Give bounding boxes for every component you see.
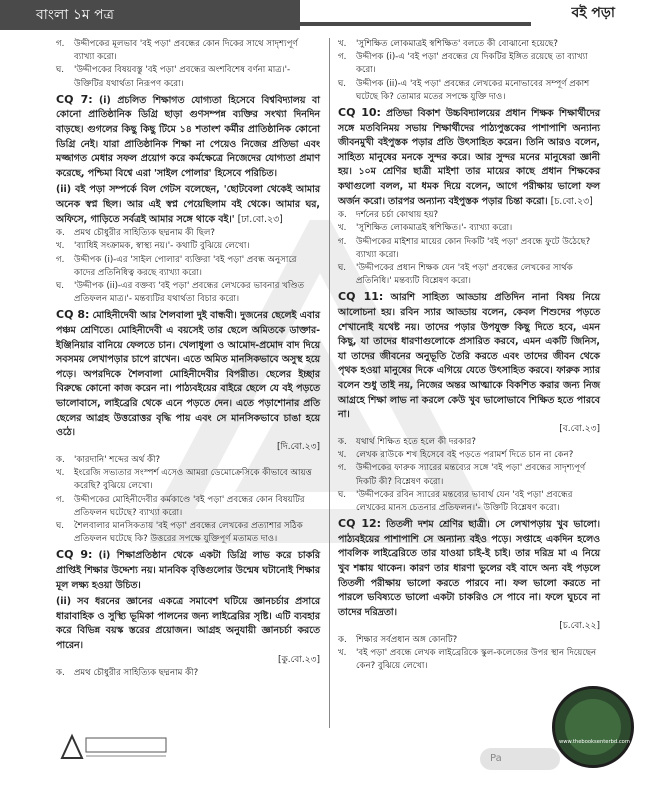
option-text: ইংরেজি সভ্যতার সংস্পর্শ এসেও আমরা ডেমোক্রেসিকে কীভাবে আয়ত্ত করেছি? বুঝিয়ে লেখো। [74,468,312,492]
option-label: ক. [56,454,65,465]
option-text: 'উদ্দীপক (ii)-এর বক্তব্য 'বই পড়া' প্রবন্ধের লেখকের ভাবনার খণ্ডিত প্রতিফলন মাত্র।'- মন্তব্যটির যথার্থতা বিচার করো। [74,280,305,305]
list-item [56,667,320,680]
board-source: [ব.বো.২৩] [559,423,600,434]
option-label: খ. [338,39,347,49]
list-item [56,254,320,280]
board-source: [চ.বো.২৩] [550,195,593,207]
board-source: [দি.বো.২৩] [276,441,320,452]
cq-number: CQ 12: [338,517,382,531]
cq10-stimulus [338,106,600,209]
subject-title: বাংলা ১ম পত্র [0,0,300,30]
cq-number: CQ 10: [338,106,381,120]
option-text: লেখক রাউকে শখ হিসেবে বই পড়তে পরামর্শ দিতে চান না কেন? [356,450,574,461]
cq9-stimulus-2 [56,595,320,653]
option-text: উদ্দীপকের মোহিনীদেবীর কর্মকাণ্ডে 'বই পড়া' প্রবন্ধের কোন বিষয়টির প্রতিফলন ঘটেছে? ব্যাখ্যা করো। [74,494,305,518]
list-item [338,51,600,77]
list-item [338,462,600,488]
board-source: [কু.বো.২৩] [277,654,320,665]
cq7-stimulus-2 [56,183,320,227]
option-text: 'কারদানি' শব্দের অর্থ কী? [74,454,161,465]
option-label: গ. [56,39,65,49]
option-label: খ. [56,468,65,479]
page-number-pill: Pa [480,748,560,770]
cq9-stimulus [56,548,320,593]
list-item [338,489,600,515]
list-item [56,38,320,64]
cq-text: (i) প্রচলিত শিক্ষাগত যোগ্যতা হিসেবে বিশ্ববিদ্যালয় বা কোনো প্রাতিষ্ঠানিক ডিগ্রি ছাড়া গুণসম্পন্ন ব্যক্তির সংখ্যা দিনদিন বাড়ছে। গুগলের কিছু কিছু টিমে ১৪ শতাংশ কর্মীর প্রাতিষ্ঠানিক কোনো ডিগ্রি নেই। যারা প্রাতিষ্ঠানিক শিক্ষা না পেয়েও নিজের প্রতিভা এবং মজ্জাগত মেধার সফল প্রয়োগ করে কর্মক্ষেত্রে নিজেদের যোগ্যতা প্রমাণ করেছে, পশ্চিমা বিশ্বে এরা 'সাইল পোলার' হিসেবে পরিচিত। [56,94,320,179]
cq-text: (ii) সব ধরনের জ্ঞানের একত্রে সমাবেশ ঘটিয়ে জ্ঞানচর্চার প্রসারে ধারাবাহিক ও সুস্থ্যি ভূমিকা পালনের জন্য লাইব্রেরির সৃষ্টি। এটি ব্যবহার করে বিভিন্ন বয়স্ক স্তরের প্রয়োজন। আগ্রহ অনুযায়ী জ্ঞানচর্চা করতে পারেন। [56,596,320,651]
list-item [56,280,320,306]
option-label: খ. [338,647,347,658]
option-text: প্রমথ চৌধুরীর সাহিত্যিক ছদ্মনাম কী? [74,667,199,678]
list-item [56,240,320,253]
option-text: 'সুশিক্ষিত লোকমাত্রই স্বশিক্ষিত' বলতে কী বোঝানো হয়েছে? [356,39,558,49]
list-item [338,236,600,262]
option-label: ক. [338,210,347,221]
right-column [338,38,600,673]
option-label: ক. [338,436,347,447]
list-item [56,520,320,546]
option-text: উদ্দীপকের মূলভাব 'বই পড়া' প্রবন্ধের কোন দিকের সাথে সাদৃশ্যপূর্ণ ব্যাখ্যা করো। [74,39,298,63]
list-item [56,454,320,467]
cq-text: তিতলী দশম শ্রেণির ছাত্রী। সে লেখাপড়ায় খুব ভালো। পাঠ্যবইয়ের পাশাপাশি সে অন্যান্য বইও পড়ে। সপ্তাহে একদিন হলেও পাবলিক লাইব্রেরিতে তার যাওয়া চাই-ই চাই। তার দরিদ্র মা এ নিয়ে খুব শঙ্কায় থাকেন। কারণ তার ধারণা ভুলের বই বাদে অন্য বই পড়লে তিতলী পরীক্ষায় ভালো করতে পারবে না। ফল ভালো করতে না পারলে ভবিষ্যতে ভালো একটা চাকরিও সে পাবে না। ফলে ঘুচবে না তাদের দরিদ্রতা। [338,519,600,618]
option-label: ঘ. [338,489,347,500]
option-label: খ. [338,450,347,461]
option-text: শৈলবালার মানসিকতায় 'বই পড়া' প্রবন্ধের লেখকের প্রত্যাশার সঠিক প্রতিফলন ঘটেছে কি? উত্তরের সপক্ষে যুক্তিপূর্ণ মতামত দাও। [74,520,303,545]
list-item [338,436,600,449]
option-text: 'বই পড়া' প্রবন্ধে লেখক লাইব্রেরিকে স্কুল-কলেজের উপর স্থান দিয়েছেন কেন? বুঝিয়ে লেখো। [356,647,597,671]
column-divider [329,38,330,728]
cq7-stimulus [56,93,320,182]
list-item [338,647,600,673]
list-item [56,64,320,90]
list-item [338,449,600,462]
list-item [56,467,320,493]
option-label: গ. [338,463,347,474]
page-header [0,0,649,30]
option-label: খ. [338,223,347,234]
list-item [338,38,600,51]
publisher-logo-icon [58,730,178,762]
list-item [338,262,600,288]
list-item [56,494,320,520]
option-text: শিক্ষার সর্বপ্রধান অঙ্গ কোনটি? [356,634,458,645]
cq-number: CQ 9: [56,548,93,562]
list-item [338,634,600,647]
option-label: গ. [338,236,347,247]
cq-text: (i) শিক্ষাপ্রতিষ্ঠান থেকে একটা ডিগ্রি লাভ করে চাকরি প্রাপ্তিই শিক্ষার উদ্দেশ্য নয়। মানবিক বৃত্তিগুলোর উন্মেষ ঘটানোই শিক্ষার মূল লক্ষ্য হওয়া উচিত। [56,550,320,591]
cq11-stimulus [338,290,600,422]
option-text: উদ্দীপক (i)-এ 'বই পড়া' প্রবন্ধের যে দিকটির ইঙ্গিত রয়েছে তা ব্যাখ্যা করো। [356,52,588,76]
cq-text: আরশি সাহিত্য আড্ডায় প্রতিদিন নানা বিষয় নিয়ে আলোচনা হয়। রবিন স্যার আড্ডায় বলেন, কেবল শিশুদের পড়তে শেখানোই যথেষ্ট নয়। তাদের পড়ার উপযুক্ত কিছু দিতে হবে, এমন কিছু, যা তাদের ধারণাগুলোকে প্রসারিত করবে, এমন একটি জিনিস, যা তাদের জীবনের অনুভূতি তৈরি করতে এবং তাদের জীবন থেকে পৃথক হওয়া মানুষের দিকে এগিয়ে যেতে উৎসাহিত করবে। ফারুক স্যার বলেন শুধু তাই নয়, নিজের অন্তর আত্মাকে বিকশিত করার জন্য নিজ আগ্রহে শিক্ষা লাভ না করলে কেউ খুব ভালোভাবে শিক্ষিত হতে পারবে না। [338,292,600,421]
option-text: উদ্দীপকের ফারুক স্যারের মন্তব্যের সঙ্গে 'বই পড়া' প্রবন্ধের সাদৃশ্যপূর্ণ দিকটি কী? বিশ্লেষণ করো। [356,463,586,487]
option-text: যথার্থ শিক্ষিত হতে হলে কী দরকার? [356,436,476,447]
option-text: দর্শনের চর্চা কোথায় হয়? [356,210,439,221]
cq-number: CQ 7: [56,92,93,106]
list-item [56,227,320,240]
option-text: উদ্দীপক (ii)-এ 'বই পড়া' প্রবন্ধের লেখকের মনোভাবের সম্পূর্ণ প্রকাশ ঘটেছে কি? তোমার মতের সপক্ষে যুক্তি দাও। [356,78,590,102]
option-label: গ. [56,254,65,265]
option-label: ঘ. [56,280,65,291]
option-text: 'ব্যাধিই সংক্রামক, স্বাস্থ্য নয়।'- কথাটি বুঝিয়ে লেখো। [74,241,250,252]
book-emblem-icon [565,699,621,755]
list-item [338,78,600,104]
option-label: গ. [56,494,65,505]
site-url: www.thebooksenterbd.com [559,739,630,745]
cq-text: (ii) বই পড়া সম্পর্কে বিল গেটস বলেছেন, 'ছোটবেলা থেকেই আমার অনেক স্বপ্ন ছিল। আর এই স্বপ্ন পেয়েছিলাম বই থেকে। আমার ঘর, অফিসে, গাড়িতে সর্বত্রই আমার সঙ্গে থাকে বই।' [56,184,320,225]
option-text: 'সুশিক্ষিত লোকমাত্রই স্বশিক্ষিত।'- ব্যাখ্যা করো। [356,223,513,234]
cq-text: প্রতিভা বিকাশ উচ্চবিদ্যালয়ের প্রধান শিক্ষক শিক্ষার্থীদের সঙ্গে মতবিনিময় সভায় শিক্ষার্থীদের পাঠ্যপুস্তকের পাশাপাশি অন্যান্য জীবনমুখী বইপুস্তক পড়ার প্রতি উৎসাহিত করেন। তিনি আরও বলেন, সাহিত্য মানুষের মনকে সুন্দর করে। আর সুন্দর মনের মানুষেরা জ্ঞানী হয়। ১০ম শ্রেণির ছাত্রী মাইশা তার মায়ের কাছে প্রধান শিক্ষকের কথাগুলো বলল, মা ধমক দিয়ে বলেন, আগে পরীক্ষায় ভালো ফল অর্জন করো। তারপর অন্যান্য বইপুস্তক পড়ার চিন্তা করো। [338,108,601,207]
option-label: ঘ. [338,262,347,273]
option-label: গ. [338,52,347,63]
option-text: 'উদ্দীপকের প্রধান শিক্ষক যেন 'বই পড়া' প্রবন্ধের লেখকের সার্থক প্রতিনিধি।' মন্তব্যটি বিশ্লেষণ করো। [356,262,573,287]
option-label: ক. [338,634,347,645]
option-label: ক. [56,667,65,678]
option-text: উদ্দীপক (i)-এর 'সাইল পোলার' ব্যক্তিরা 'বই পড়া' প্রবন্ধ অনুসারে কাদের প্রতিনিধিত্ব করছে ব্যাখ্যা করো। [74,254,297,278]
cq8-stimulus [56,308,320,440]
option-text: 'উদ্দীপকের বিষয়বস্তু 'বই পড়া' প্রবন্ধের অংশবিশেষ বর্ণনা মাত্র।'- উক্তিটির যথার্থতা নিরূপণ করো। [74,65,291,89]
option-label: ঘ. [56,65,65,76]
option-text: 'উদ্দীপকের রবিন স্যারের মন্তব্যের ভাবার্থ যেন 'বই পড়া' প্রবন্ধের লেখকের মানস চেতনার প্রতিফলন।'- উক্তিটি বিশ্লেষণ করো। [356,489,573,513]
cq-text: মোহিনীদেবী আর শৈলবালা দুই বান্ধবী। দুজনের ছেলেই এবার পঞ্চম শ্রেণিতে। মোহিনীদেবী এ বয়সেই তার ছেলে অমিতকে ডাক্তার-ইঞ্জিনিয়ার বানিয়ে ফেলতে চান। খেলাধুলা ও আমোদ-প্রমোদ বাদ দিয়ে সবসময় লেখাপড়ার চাপে রাখেন। এতে অমিত মানসিকভাবে অসুস্থ হয়ে পড়ে। অপরদিকে শৈলবালা মোহিনীদেবীর বিপরীত। ছেলের ইচ্ছার বিরুদ্ধে কোনো কাজ করেন না। পাঠ্যবইয়ের বাইরে ছেলে যে বই পড়তে ভালোবাসে, লাইব্রেরি থেকে এনে পড়তে দেন। এতে পড়াশোনার প্রতি ছেলের আগ্রহ উত্তরোত্তর বৃদ্ধি পায় এবং সে মানসিকভাবে চাঙা হয়ে ওঠে। [56,310,320,439]
option-text: উদ্দীপকের মাইশার মায়ের কোন দিকটি 'বই পড়া' প্রবন্ধে ফুটে উঠেছে? ব্যাখ্যা করো। [356,236,591,260]
list-item [338,209,600,222]
list-item [338,222,600,235]
cq12-stimulus [338,517,600,620]
chapter-title: বই পড়া [531,0,649,26]
option-label: ঘ. [56,520,65,531]
option-label: ক. [56,228,65,239]
left-column [56,38,320,680]
cq-number: CQ 11: [338,290,384,304]
board-source: [চ.বো.২২] [559,621,600,632]
option-label: খ. [56,241,65,252]
board-source: [ঢা.বো.২৩] [237,213,283,225]
cq-number: CQ 8: [56,308,90,322]
book-badge-icon [552,686,634,768]
option-label: ঘ. [338,78,347,89]
option-text: প্রমথ চৌধুরীর সাহিত্যিক ছদ্মনাম কী ছিল? [74,228,215,239]
